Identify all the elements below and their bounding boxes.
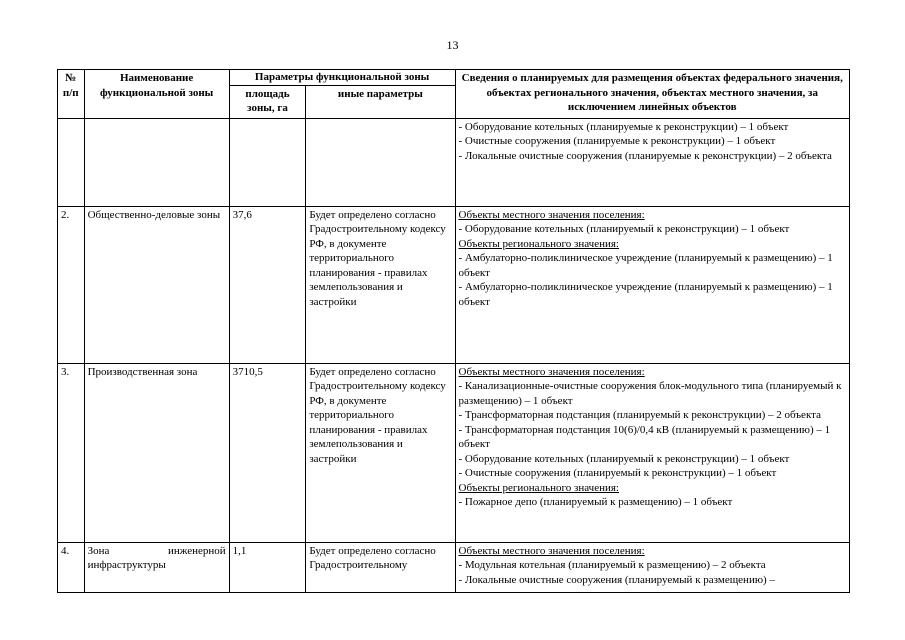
- cell-area: [229, 118, 306, 206]
- object-item: - Локальные очистные сооружения (планируемый к размещению) –: [458, 573, 775, 586]
- cell-objects-info: [455, 542, 850, 592]
- page-number: 13: [446, 38, 459, 52]
- cell-area: 3710,5: [229, 363, 306, 542]
- cell-zone-name: Общественно-деловые зоны: [84, 206, 229, 363]
- cell-area: 37,6: [229, 206, 306, 363]
- header-area: площадь зоны, га: [229, 85, 306, 118]
- cell-zone-name: Производственная зона: [84, 363, 229, 542]
- cell-zone-name: [84, 542, 229, 592]
- object-item: - Очистные сооружения (планируемые к реконструкции) – 1 объект: [458, 135, 776, 147]
- cell-other-params: Будет определено согласно Градостроительному кодексу РФ, в документе территориального планирования - правилах землепользования и застройки: [306, 363, 455, 542]
- object-item: - Оборудование котельных (планируемый к реконструкции) – 1 объект: [458, 452, 790, 465]
- cell-other-params: Будет определено согласно Градостроительному кодексу РФ, в документе территориального планирования - правилах землепользования и застройки: [306, 206, 455, 363]
- cell-objects-info: [455, 363, 850, 542]
- object-item: - Модульная котельная (планируемый к размещению) – 2 объекта: [458, 559, 766, 571]
- cell-other-params: Будет определено согласно Градостроительному: [306, 542, 455, 592]
- functional-zones-table: [57, 69, 850, 593]
- header-zone-params: Параметры функциональной зоны: [229, 70, 455, 86]
- zone-name-word: инфраструктуры: [87, 559, 166, 571]
- header-other-params: иные параметры: [306, 85, 455, 118]
- object-item: - Канализационные-очистные сооружения блок-модульного типа (планируемый к размещению) – 1 объект: [458, 380, 842, 407]
- section-heading-local: Объекты местного значения поселения:: [458, 365, 645, 378]
- table-header-row: [58, 70, 850, 86]
- header-zone-name: Наименование функциональной зоны: [84, 70, 229, 119]
- table-row: [58, 118, 850, 206]
- object-item: - Амбулаторно-поликлиническое учреждение (планируемый к размещению) – 1 объект: [458, 252, 833, 279]
- object-item: - Очистные сооружения (планируемый к реконструкции) – 1 объект: [458, 467, 777, 479]
- section-heading-local: Объекты местного значения поселения:: [458, 208, 645, 221]
- cell-objects-info: [455, 118, 850, 206]
- object-item: - Амбулаторно-поликлиническое учреждение (планируемый к размещению) – 1 объект: [458, 281, 833, 308]
- header-objects-info: Сведения о планируемых для размещения объектах федерального значения, объектах регионального значения, объектах местного значения, за исключением линейных объектов: [455, 70, 850, 119]
- object-item: - Трансформаторная подстанция (планируемый к реконструкции) – 2 объекта: [458, 409, 821, 421]
- section-heading-local: Объекты местного значения поселения:: [458, 544, 645, 557]
- object-item: - Трансформаторная подстанция 10(6)/0,4 кВ (планируемый к размещению) – 1 объект: [458, 423, 831, 450]
- table-row: [58, 206, 850, 363]
- object-item: - Локальные очистные сооружения (планируемые к реконструкции) – 2 объекта: [458, 149, 832, 162]
- object-item: - Оборудование котельных (планируемый к реконструкции) – 1 объект: [458, 223, 790, 235]
- zone-name-word: Зона: [87, 544, 110, 557]
- section-heading-regional: Объекты регионального значения:: [458, 237, 619, 250]
- header-num: № п/п: [58, 70, 85, 119]
- cell-objects-info: [455, 206, 850, 363]
- cell-num: 2.: [58, 206, 85, 363]
- cell-num: 3.: [58, 363, 85, 542]
- object-item: - Оборудование котельных (планируемые к реконструкции) – 1 объект: [458, 120, 789, 133]
- cell-zone-name: [84, 118, 229, 206]
- cell-area: 1,1: [229, 542, 306, 592]
- table-row: [58, 363, 850, 542]
- zone-name-word: инженерной: [168, 544, 226, 557]
- cell-num: [58, 118, 85, 206]
- cell-other-params: [306, 118, 455, 206]
- object-item: - Пожарное депо (планируемый к размещению) – 1 объект: [458, 496, 733, 508]
- section-heading-regional: Объекты регионального значения:: [458, 481, 619, 494]
- cell-num: 4.: [58, 542, 85, 592]
- table-row: [58, 542, 850, 592]
